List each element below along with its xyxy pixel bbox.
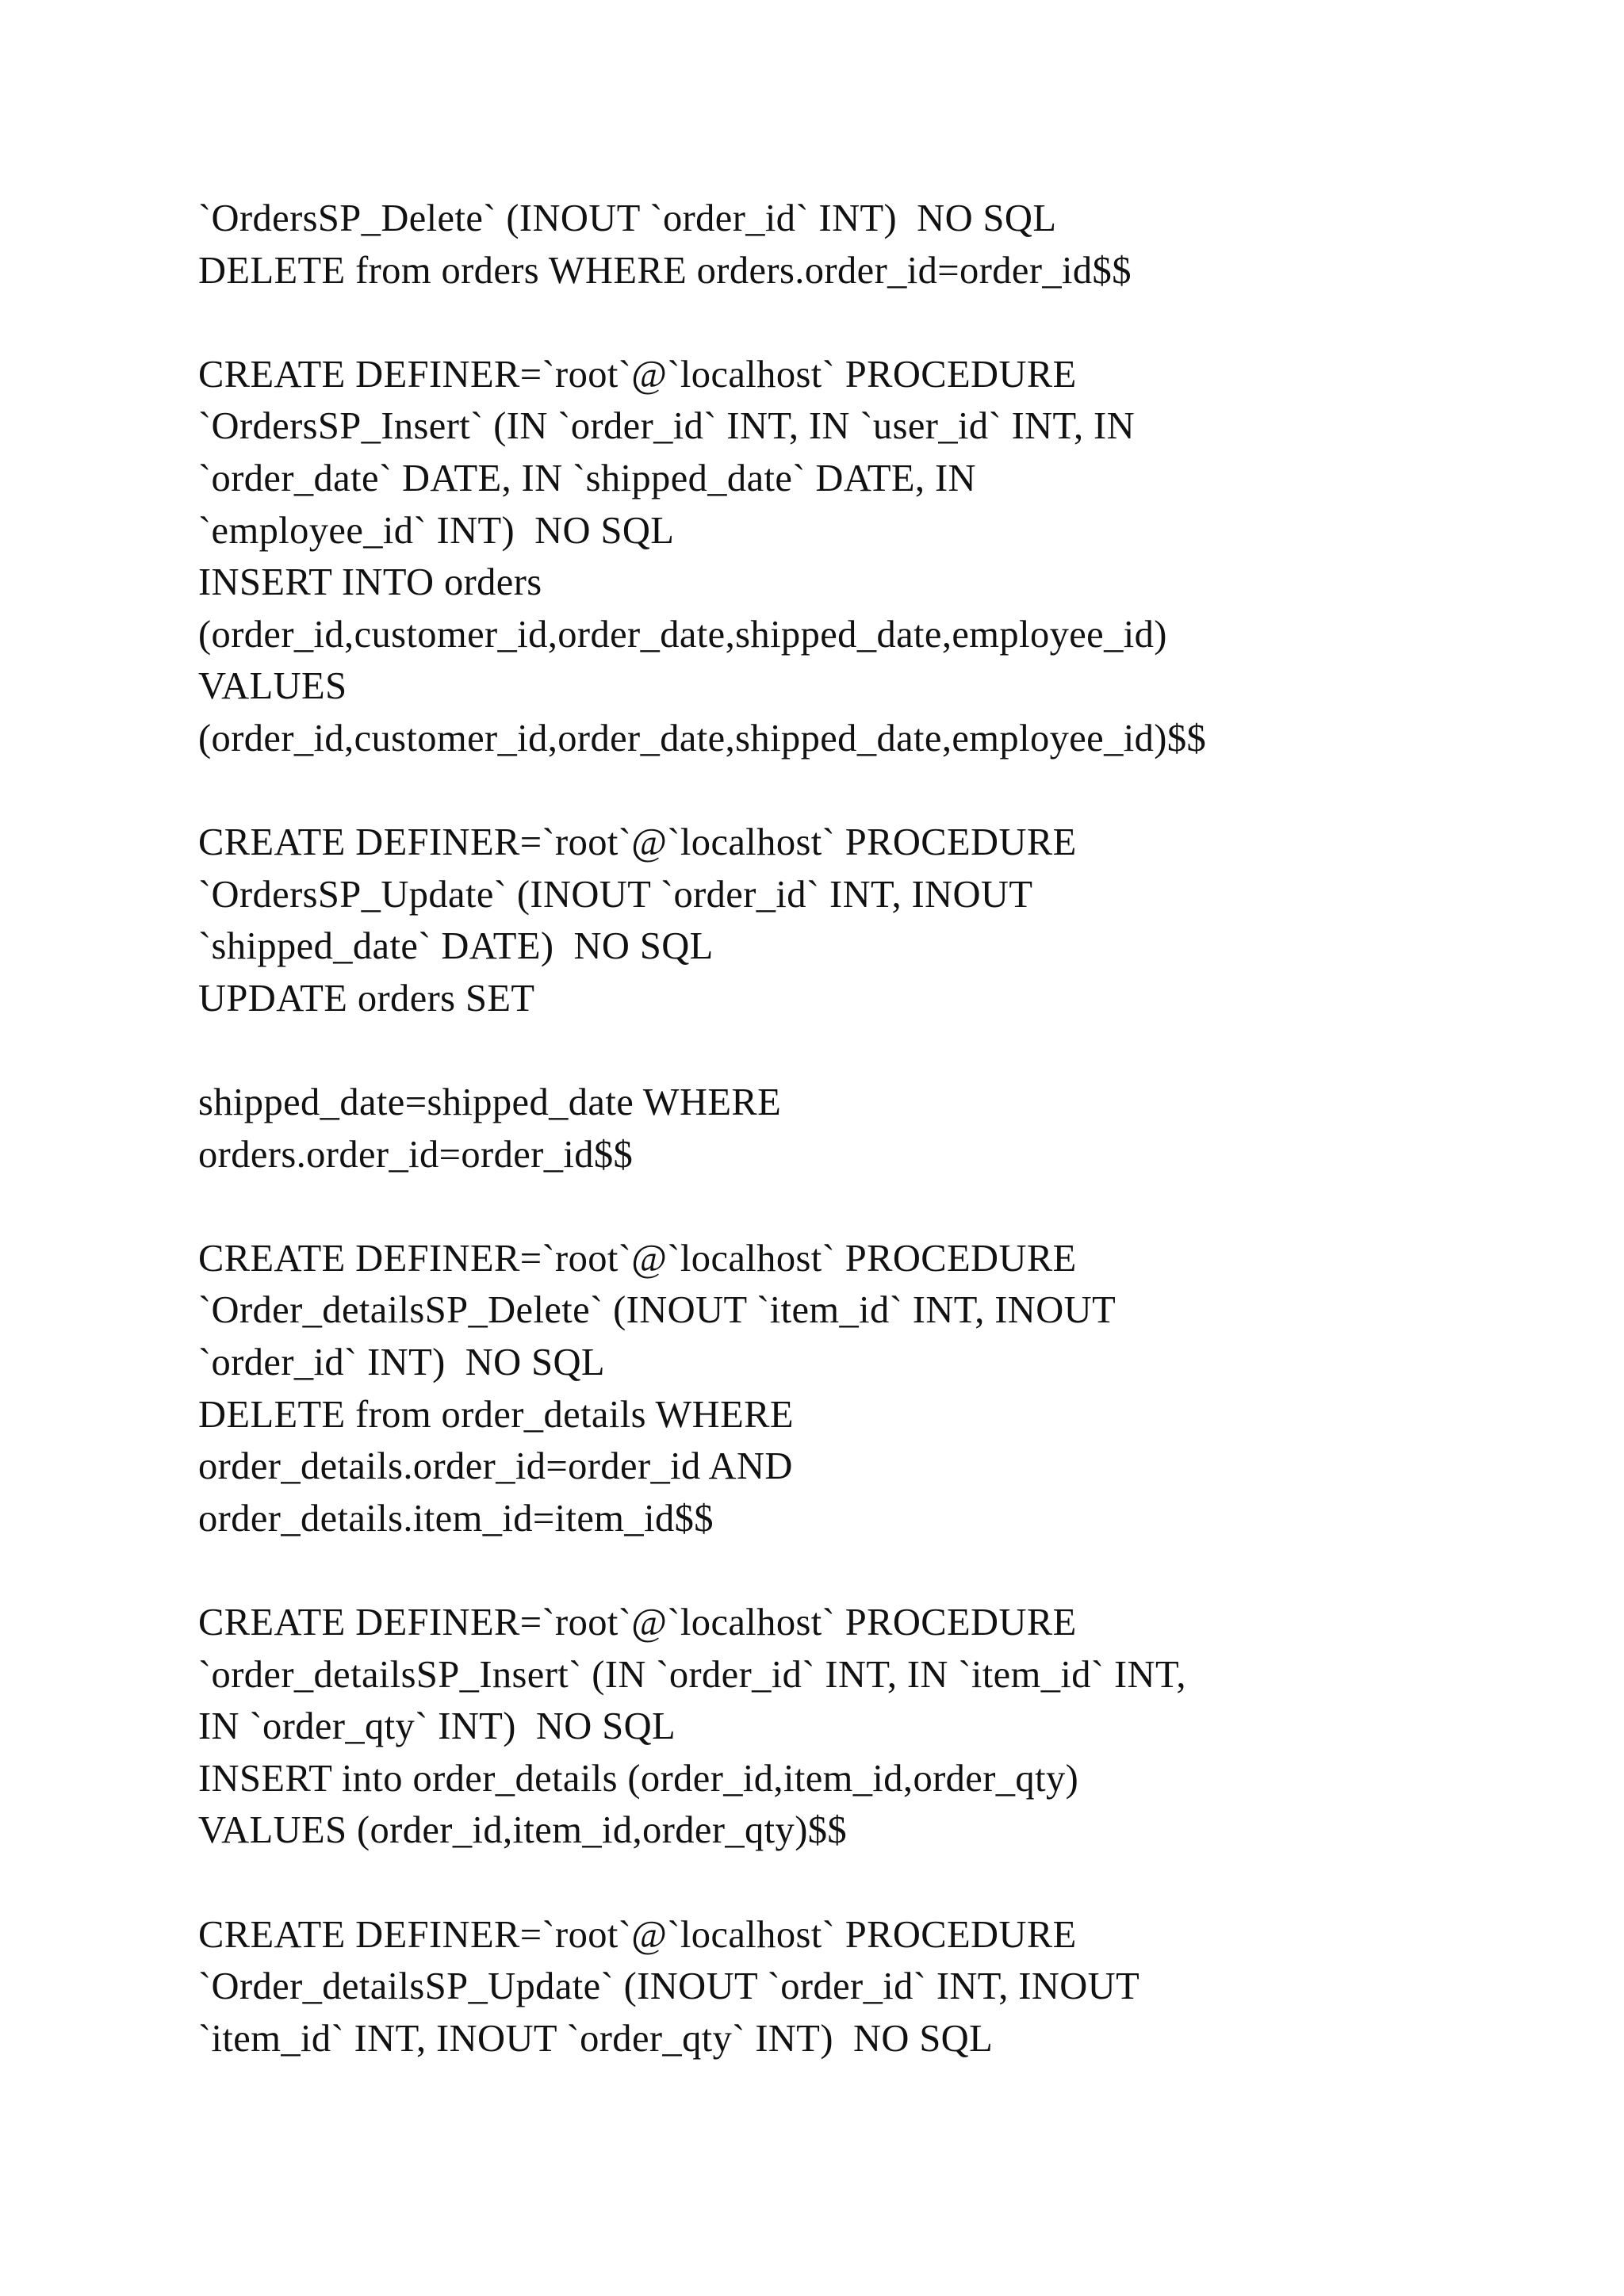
text-line: (order_id,customer_id,order_date,shipped_date,employee_id)$$ (198, 717, 1207, 760)
paragraph-orders-insert (198, 349, 1578, 765)
text-line: UPDATE orders SET (198, 977, 535, 1020)
paragraph-orders-update-cont (198, 1077, 1578, 1181)
text-line: DELETE from order_details WHERE (198, 1393, 794, 1436)
paragraph-orders-delete (198, 193, 1578, 297)
text-line: `employee_id` INT) NO SQL (198, 509, 675, 552)
text-line: CREATE DEFINER=`root`@`localhost` PROCEDURE (198, 1601, 1077, 1644)
text-line: VALUES (198, 665, 347, 708)
text-line: `Order_detailsSP_Update` (INOUT `order_id` INT, INOUT (198, 1965, 1140, 2008)
text-line: CREATE DEFINER=`root`@`localhost` PROCEDURE (198, 1913, 1077, 1956)
document-body (198, 193, 1578, 2117)
text-line: CREATE DEFINER=`root`@`localhost` PROCEDURE (198, 353, 1077, 396)
text-line: `order_date` DATE, IN `shipped_date` DATE, IN (198, 457, 976, 499)
text-line: CREATE DEFINER=`root`@`localhost` PROCEDURE (198, 1237, 1077, 1280)
text-line: IN `order_qty` INT) NO SQL (198, 1705, 676, 1748)
text-line: `Order_detailsSP_Delete` (INOUT `item_id` INT, INOUT (198, 1289, 1116, 1332)
text-line: INSERT INTO orders (198, 561, 542, 604)
paragraph-order-details-delete (198, 1233, 1578, 1545)
text-line: INSERT into order_details (order_id,item_id,order_qty) (198, 1757, 1079, 1800)
paragraph-order-details-insert (198, 1597, 1578, 1857)
text-line: `order_detailsSP_Insert` (IN `order_id` INT, IN `item_id` INT, (198, 1653, 1186, 1696)
text-line: `OrdersSP_Update` (INOUT `order_id` INT, INOUT (198, 873, 1033, 916)
text-line: VALUES (order_id,item_id,order_qty)$$ (198, 1809, 848, 1852)
text-line: order_details.order_id=order_id AND (198, 1445, 793, 1488)
text-line: `shipped_date` DATE) NO SQL (198, 925, 714, 968)
text-line: `order_id` INT) NO SQL (198, 1341, 605, 1384)
text-line: DELETE from orders WHERE orders.order_id=order_id$$ (198, 249, 1132, 292)
text-line: `item_id` INT, INOUT `order_qty` INT) NO SQL (198, 2017, 994, 2060)
text-line: shipped_date=shipped_date WHERE (198, 1081, 782, 1124)
text-line: orders.order_id=order_id$$ (198, 1133, 634, 1176)
paragraph-orders-update (198, 817, 1578, 1024)
text-line: CREATE DEFINER=`root`@`localhost` PROCEDURE (198, 821, 1077, 864)
paragraph-order-details-update (198, 1909, 1578, 2065)
text-line: (order_id,customer_id,order_date,shipped_date,employee_id) (198, 613, 1167, 656)
text-line: `OrdersSP_Insert` (IN `order_id` INT, IN `user_id` INT, IN (198, 405, 1135, 448)
text-line: `OrdersSP_Delete` (INOUT `order_id` INT) NO SQL (198, 197, 1057, 239)
text-line: order_details.item_id=item_id$$ (198, 1497, 714, 1540)
